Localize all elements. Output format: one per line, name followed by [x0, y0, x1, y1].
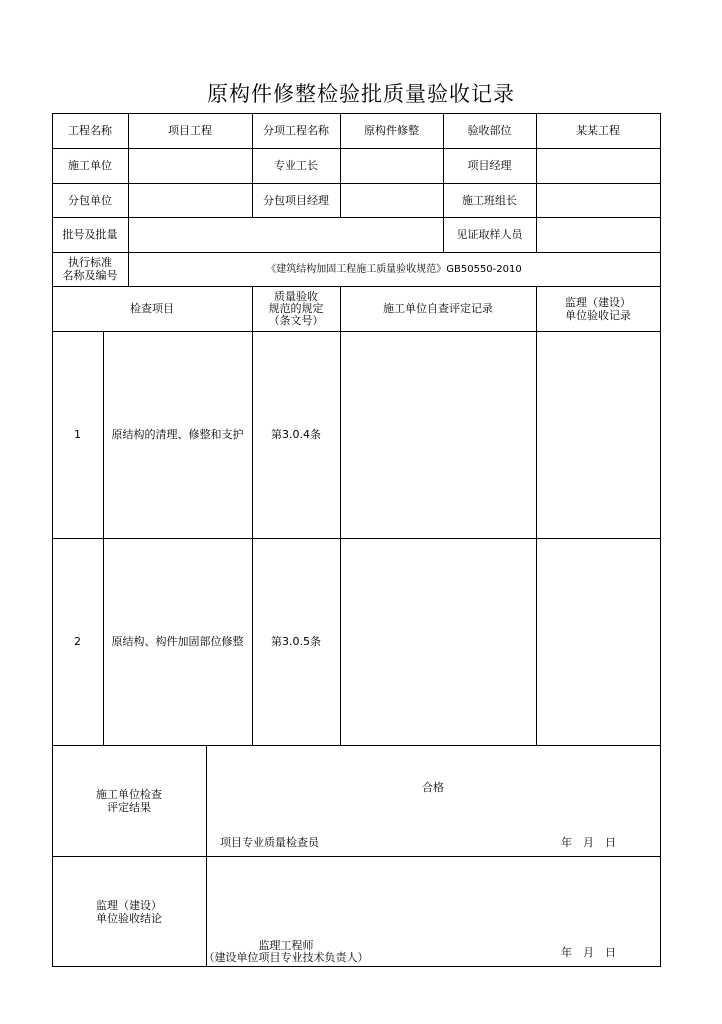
supervising-engineer-label: [203, 938, 369, 966]
project-manager-label: 项目经理: [467, 159, 512, 172]
quality-spec-line3: （条文号）: [268, 313, 324, 327]
acceptance-part-value: 某某工程: [576, 124, 620, 137]
item-clause: 第3.0.5条: [271, 635, 321, 648]
supervising-engineer-line2: （建设单位项目专业技术负责人）: [203, 951, 369, 964]
subcontract-manager-label: 分包项目经理: [263, 193, 329, 207]
item-number: 1: [74, 428, 81, 441]
quality-spec-line2: 规范的规定: [268, 301, 324, 315]
witness-sampler-label: 见证取样人员: [456, 228, 523, 241]
supervision-record-header: [536, 286, 660, 331]
supervision-line1: 监理（建设）: [565, 295, 631, 309]
standard-label-line1: 执行标准: [68, 256, 112, 269]
result-value: 合格: [422, 780, 444, 794]
self-check-record-header: 施工单位自查评定记录: [383, 302, 493, 315]
result-label-line2: 评定结果: [107, 800, 151, 814]
result-label: [52, 745, 206, 856]
sub-project-label: 分项工程名称: [263, 124, 329, 137]
page-title: 原构件修整检验批质量验收记录: [207, 82, 515, 106]
table-border-right: [660, 113, 661, 967]
result-date: 年 月 日: [561, 835, 616, 849]
result-label-line1: 施工单位检查: [96, 787, 162, 801]
quality-spec-header: [252, 286, 340, 331]
standard-label: [52, 252, 128, 286]
conclusion-label: [52, 856, 206, 967]
standard-value: 《建筑结构加固工程施工质量验收规范》GB50550-2010: [266, 263, 522, 275]
project-name-label: 工程名称: [68, 124, 112, 137]
col-divider: [536, 286, 537, 745]
col-divider: [340, 286, 341, 745]
quality-spec-line1: 质量验收: [274, 289, 318, 303]
row-divider: [52, 217, 661, 218]
inspection-item-header: 检查项目: [130, 302, 174, 315]
conclusion-label-line1: 监理（建设）: [96, 898, 162, 912]
quality-inspector-label: 项目专业质量检查员: [220, 835, 319, 849]
row-divider: [52, 148, 661, 149]
construction-unit-label: 施工单位: [68, 159, 112, 172]
subcontract-unit-label: 分包单位: [68, 193, 112, 207]
item-clause: 第3.0.4条: [271, 428, 321, 441]
acceptance-part-label: 验收部位: [467, 124, 512, 137]
sub-project-value: 原构件修整: [364, 124, 419, 137]
item-name: 原结构、构件加固部位修整: [111, 635, 244, 648]
conclusion-label-line2: 单位验收结论: [96, 911, 162, 925]
supervision-line2: 单位验收记录: [565, 308, 631, 322]
team-leader-label: 施工班组长: [462, 193, 517, 207]
conclusion-date: 年 月 日: [561, 945, 616, 959]
project-name-value: 项目工程: [168, 124, 212, 137]
item-name: 原结构的清理、修整和支护: [111, 428, 244, 441]
row-divider: [52, 183, 661, 184]
supervising-engineer-line1: 监理工程师: [258, 939, 314, 952]
standard-label-line2: 名称及编号: [62, 269, 118, 282]
batch-label: 批号及批量: [62, 228, 118, 241]
specialty-foreman-label: 专业工长: [274, 159, 318, 172]
item-number: 2: [74, 635, 81, 648]
